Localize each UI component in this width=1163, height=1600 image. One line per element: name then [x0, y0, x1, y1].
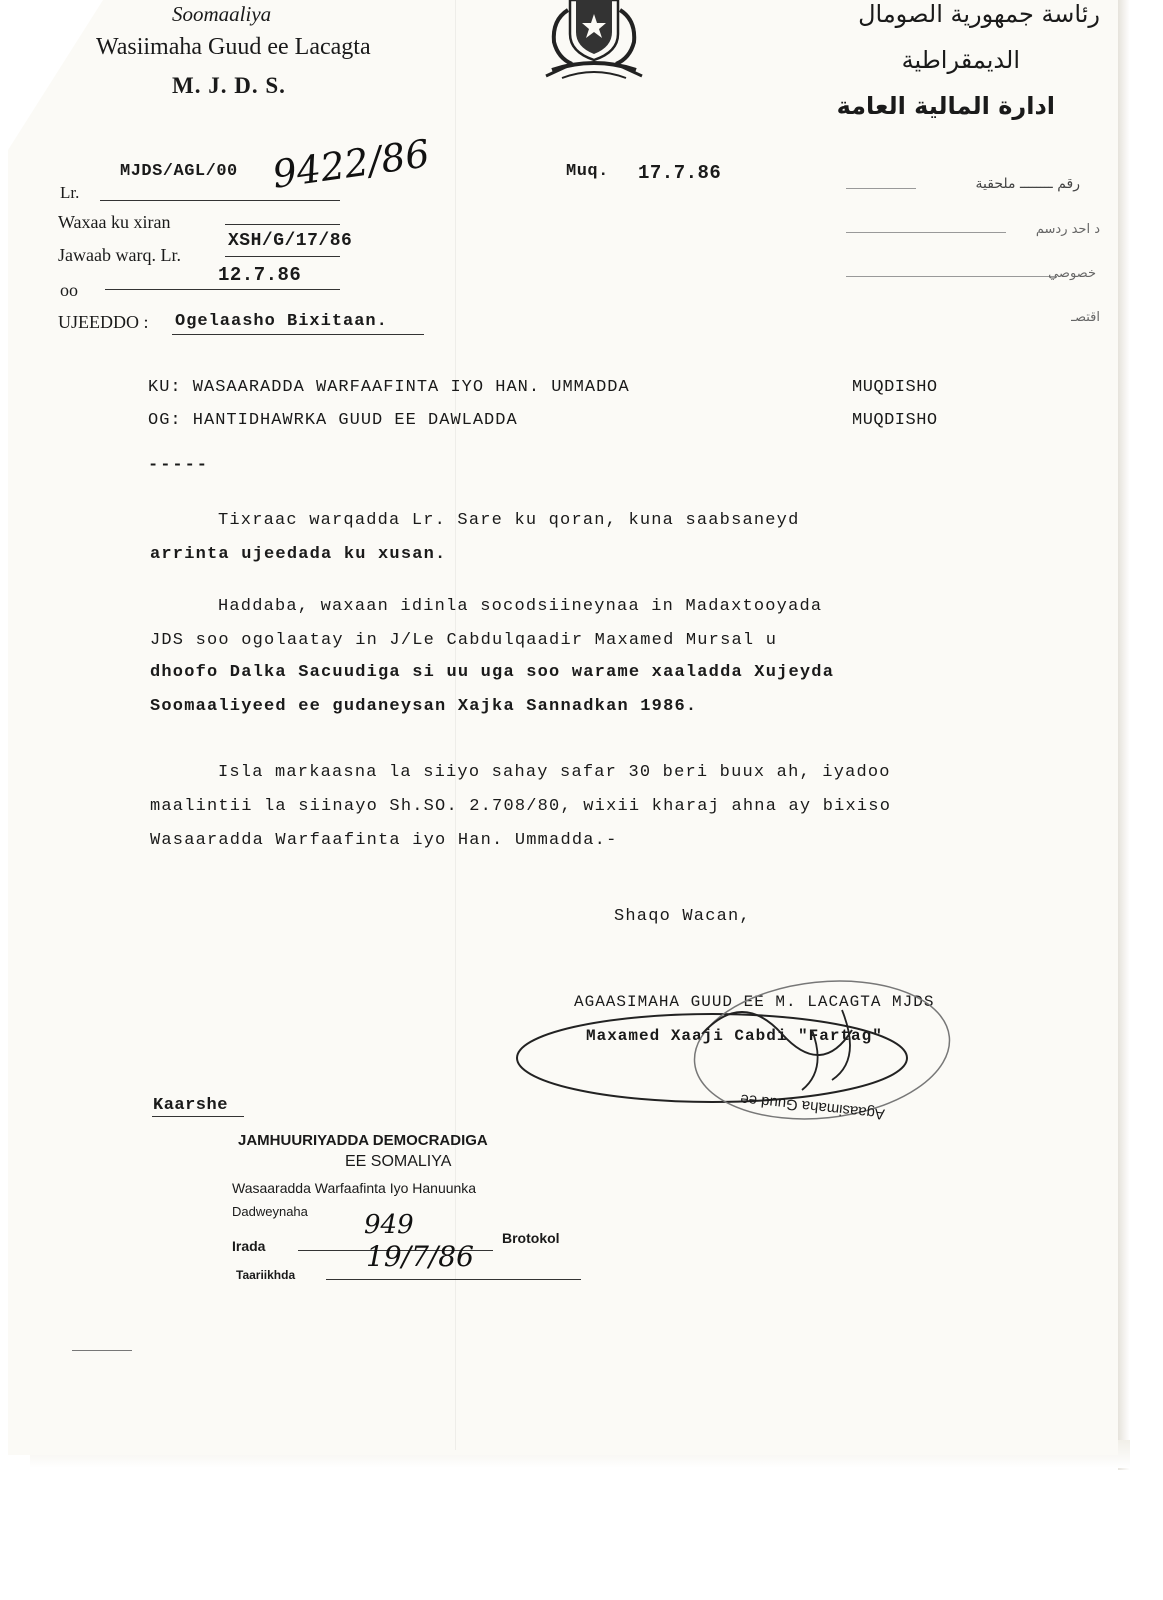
ref-lr-value: MJDS/AGL/00 [120, 162, 238, 181]
ref-subject-value: Ogelaasho Bixitaan. [175, 312, 388, 331]
receipt-irada-value: 949 [364, 1210, 414, 1240]
footer-mark [72, 1350, 132, 1351]
ref-lr-line [100, 200, 340, 201]
closing: Shaqo Wacan, [614, 907, 751, 926]
kaarshe-underline [152, 1116, 244, 1117]
ref-oo-line [105, 289, 340, 290]
addressee-separator: ----- [148, 456, 210, 475]
ref-lr-handwritten: 9422/86 [269, 131, 433, 197]
kaarshe-label: Kaarshe [153, 1096, 228, 1115]
ref-attached-line [225, 224, 340, 225]
signature-title: AGAASIMAHA GUUD EE M. LACAGTA MJDS [574, 993, 935, 1011]
form-field-4: اقتصـ [1071, 310, 1100, 325]
receipt-line4: Dadweynaha [232, 1204, 308, 1219]
ref-reply-line [225, 256, 340, 257]
receipt-taariikh-line [326, 1279, 581, 1280]
header-abbrev: M. J. D. S. [172, 73, 286, 98]
receipt-line2: EE SOMALIYA [345, 1153, 452, 1170]
form-line-1a [846, 188, 916, 189]
receipt-irada-label: Irada [232, 1238, 266, 1254]
ref-lr-label: Lr. [60, 183, 80, 202]
receipt-line1: JAMHUURIYADDA DEMOCRADIGA [238, 1132, 488, 1149]
receipt-line3: Wasaaradda Warfaafinta Iyo Hanuunka [232, 1180, 477, 1196]
letter-paper [8, 0, 1118, 1455]
form-line-3a [846, 276, 1056, 277]
ref-reply-label: Jawaab warq. Lr. [58, 245, 181, 265]
body-p2-line3: dhoofo Dalka Sacuudiga si uu uga soo warame xaaladda Xujeyda [150, 663, 835, 682]
paper-edge-shadow [1118, 0, 1130, 1470]
ref-subject-label: UJEEDDO : [58, 312, 149, 332]
form-field-3: خصوصي [1048, 266, 1096, 281]
addressee-cc-city: MUQDISHO [852, 411, 938, 430]
official-stamp-icon [512, 970, 962, 1130]
receipt-taariikh-label: Taariikhda [236, 1268, 296, 1282]
stamp-text: Agaasimaha Guud ee [739, 1090, 886, 1123]
addressee-cc: OG: HANTIDHAWRKA GUUD EE DAWLADDA [148, 411, 518, 430]
ref-oo-value: 12.7.86 [218, 264, 302, 286]
form-line-2a [846, 232, 1006, 233]
ref-attached-label: Waxaa ku xiran [58, 212, 171, 232]
ref-reply-value: XSH/G/17/86 [228, 231, 353, 251]
ref-date-value: 17.7.86 [638, 162, 722, 184]
ref-date-label: Muq. [566, 162, 609, 181]
form-field-2: د احد ردسم [1035, 222, 1100, 237]
body-p2-line2: JDS soo ogolaatay in J/Le Cabdulqaadir Maxamed Mursal u [150, 631, 778, 650]
body-p1-line1: Tixraac warqadda Lr. Sare ku qoran, kuna saabsaneyd [218, 511, 800, 530]
body-p3-line1: Isla markaasna la siiyo sahay safar 30 beri buux ah, iyadoo [218, 763, 891, 782]
ref-oo-label: oo [60, 280, 78, 300]
body-p2-line4: Soomaaliyeed ee gudaneysan Xajka Sannadkan 1986. [150, 697, 698, 716]
header-ar-line2: الديمقراطية [901, 46, 1020, 74]
addressee-to: KU: WASAARADDA WARFAAFINTA IYO HAN. UMMADDA [148, 378, 630, 397]
body-p3-line2: maalintii la siinayo Sh.SO. 2.708/80, wixii kharaj ahna ay bixiso [150, 797, 892, 816]
body-p3-line3: Wasaaradda Warfaafinta iyo Han. Ummadda.- [150, 831, 618, 850]
header-ministry: Wasiimaha Guud ee Lacagta [96, 34, 371, 60]
addressee-to-city: MUQDISHO [852, 378, 938, 397]
form-field-1: رقم ــــــــ ملحقية [975, 176, 1080, 192]
header-ar-line1: رئاسة جمهورية الصومال [858, 0, 1100, 28]
header-country: Soomaaliya [172, 2, 272, 26]
body-p2-line1: Haddaba, waxaan idinla socodsiineynaa in Madaxtooyada [218, 597, 823, 616]
signature-name: Maxamed Xaaji Cabdi "Fartag" [586, 1027, 883, 1045]
ref-subject-underline [172, 334, 424, 335]
fold-line [455, 0, 456, 1450]
receipt-brotokol: Brotokol [502, 1230, 560, 1246]
header-ar-line3: ادارة المالية العامة [836, 92, 1055, 120]
body-p1-line2: arrinta ujeedada ku xusan. [150, 545, 447, 564]
receipt-taariikh-value: 19/7/86 [366, 1240, 474, 1273]
somalia-emblem-icon [532, 0, 656, 82]
